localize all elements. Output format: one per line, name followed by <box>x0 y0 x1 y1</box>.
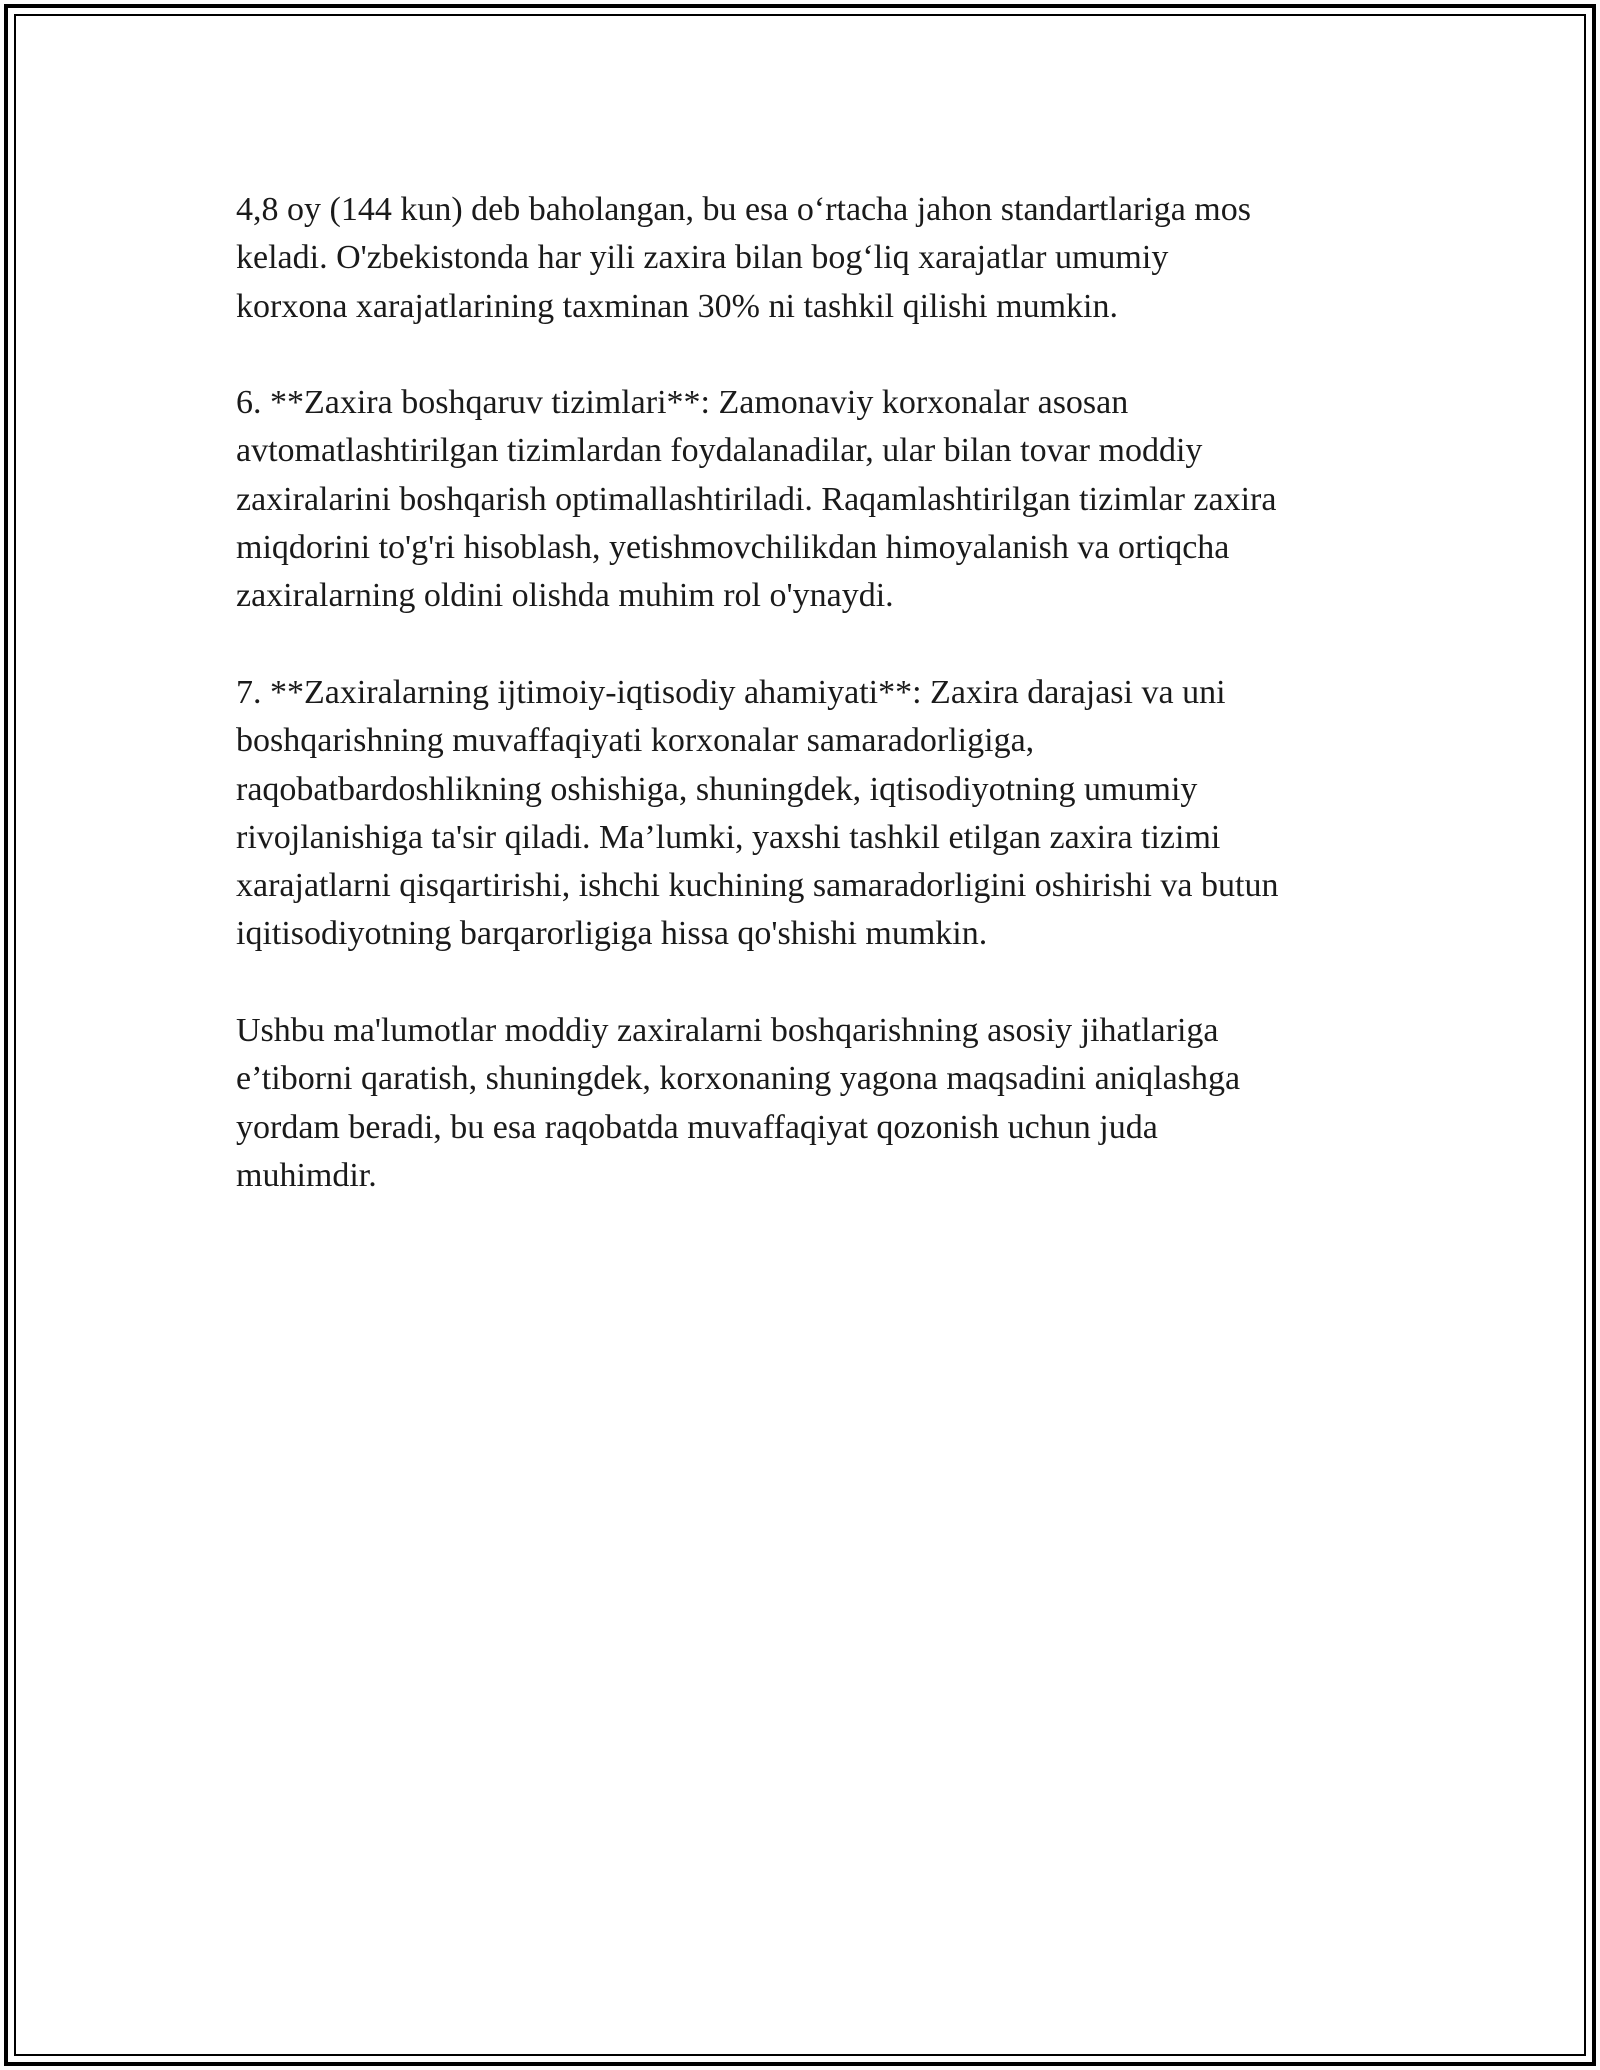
paragraph-socio-economic-importance: 7. **Zaxiralarning ijtimoiy-iqtisodiy ahamiyati**: Zaxira darajasi va uni boshqarishning muvaffaqiyati korxonalar samaradorligiga, raqobatbardoshlikning oshishiga, shuningdek, iqtisodiyotning umumiy rivojlanishiga ta'sir qiladi. Ma’lumki, yaxshi tashkil etilgan zaxira tizimi xarajatlarni qisqartirishi, ishchi kuchining samaradorligini oshirishi va butun iqitisodiyotning barqarorligiga hissa qo'shishi mumkin. <box>236 673 1279 953</box>
paragraph-inventory-management-systems: 6. **Zaxira boshqaruv tizimlari**: Zamonaviy korxonalar asosan avtomatlashtirilgan tizimlardan foydalanadilar, ular bilan tovar moddiy zaxiralarini boshqarish optimallashtiriladi. Raqamlashtirilgan tizimlar zaxira miqdorini to'g'ri hisoblash, yetishmovchilikdan himoyalanish va ortiqcha zaxiralarning oldini olishda muhim rol o'ynaydi. <box>236 384 1277 615</box>
paragraph-conclusion: Ushbu ma'lumotlar moddiy zaxiralarni boshqarishning asosiy jihatlariga e’tiborni qaratish, shuningdek, korxonaning yagona maqsadini aniqlashga yordam beradi, bu esa raqobatda muvaffaqiyat qozonish uchun juda muhimdir. <box>236 1012 1241 1194</box>
document-body <box>236 186 1396 1249</box>
paragraph-inventory-duration: 4,8 oy (144 kun) deb baholangan, bu esa o‘rtacha jahon standartlariga mos keladi. O'zbekistonda har yili zaxira bilan bog‘liq xarajatlar umumiy korxona xarajatlarining taxminan 30% ni tashkil qilishi mumkin. <box>236 191 1251 325</box>
